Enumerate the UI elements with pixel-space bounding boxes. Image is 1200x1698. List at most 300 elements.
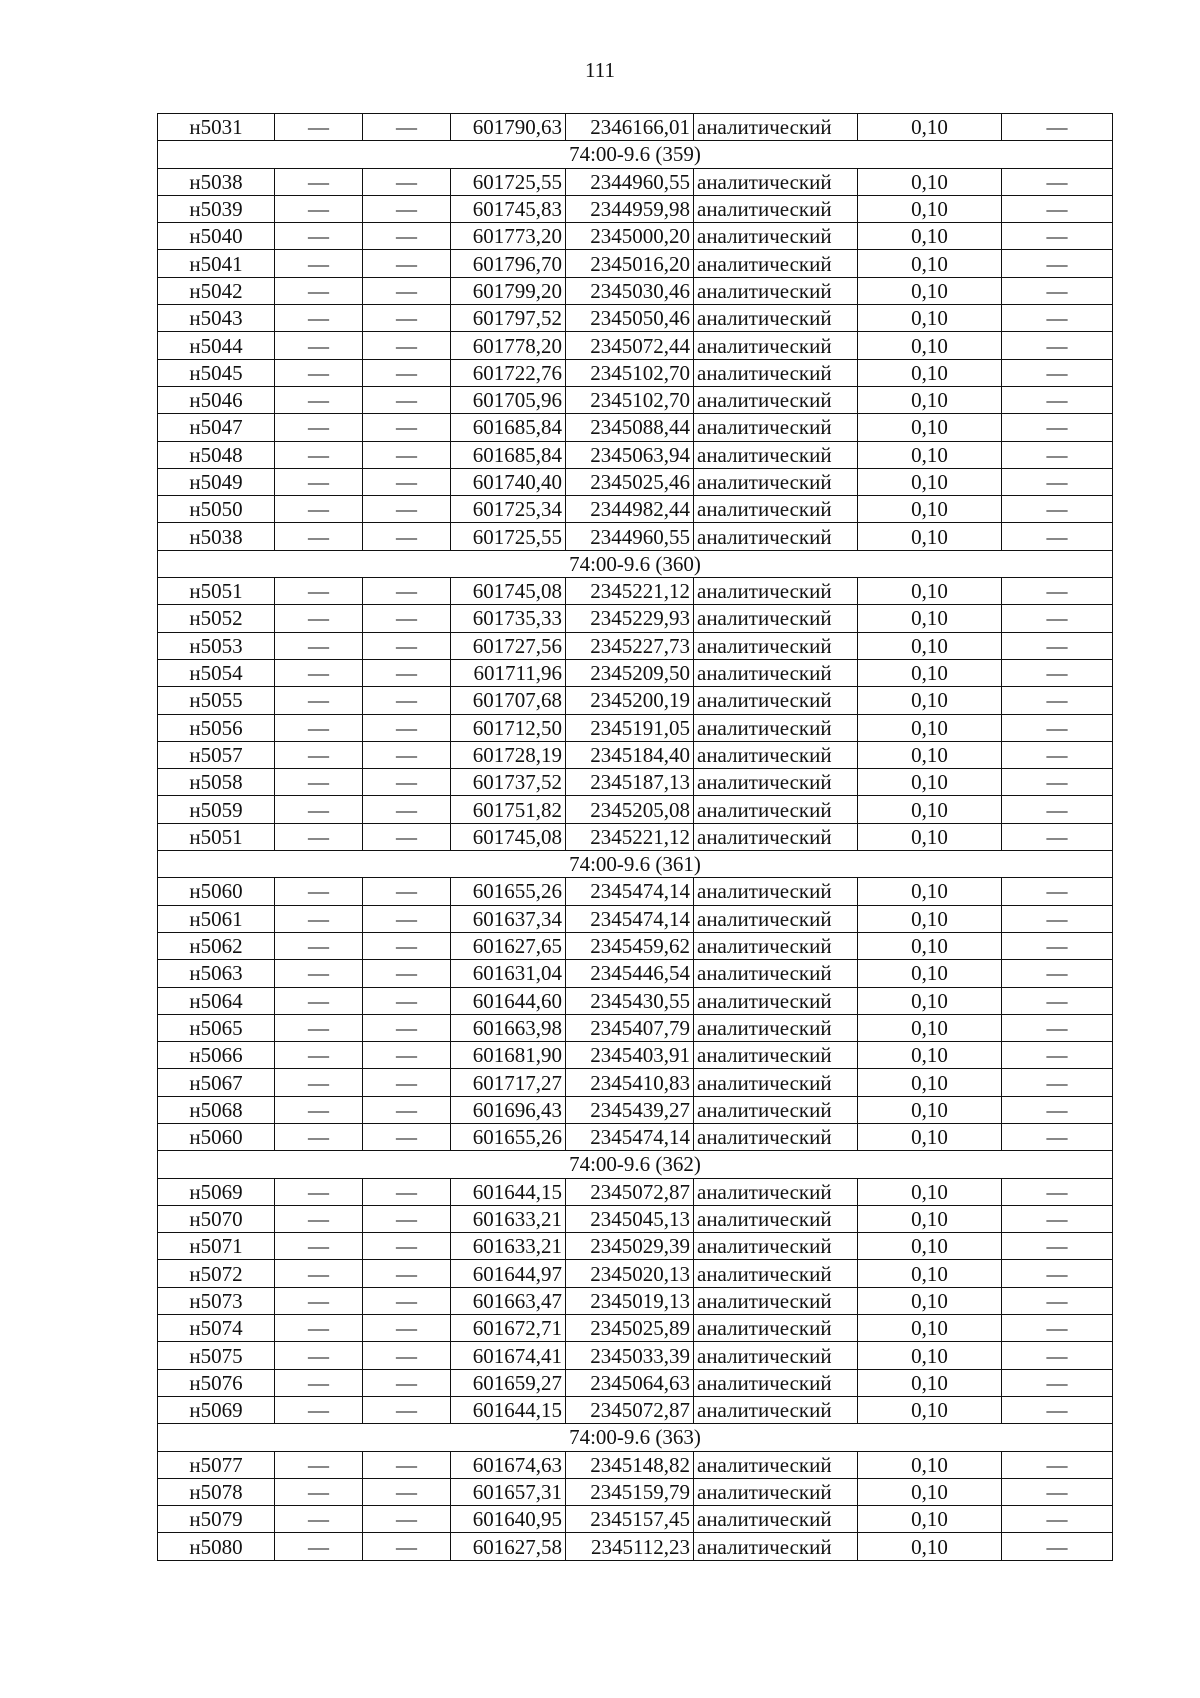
table-row — [158, 1178, 1113, 1205]
y-coordinate-cell: 2345459,62 — [566, 932, 694, 959]
empty-dash-cell: — — [275, 1233, 363, 1260]
y-coordinate-cell: 2345033,39 — [566, 1342, 694, 1369]
y-coordinate-cell: 2345019,13 — [566, 1287, 694, 1314]
x-coordinate-cell: 601705,96 — [451, 386, 566, 413]
method-cell: аналитический — [694, 250, 858, 277]
table-row — [158, 878, 1113, 905]
table-row — [158, 1014, 1113, 1041]
table-row — [158, 1123, 1113, 1150]
empty-dash-cell: — — [363, 386, 451, 413]
x-coordinate-cell: 601631,04 — [451, 960, 566, 987]
y-coordinate-cell: 2345148,82 — [566, 1451, 694, 1478]
empty-dash-cell: — — [1002, 1287, 1113, 1314]
table-row — [158, 632, 1113, 659]
accuracy-cell: 0,10 — [858, 1123, 1002, 1150]
x-coordinate-cell: 601796,70 — [451, 250, 566, 277]
empty-dash-cell: — — [363, 359, 451, 386]
y-coordinate-cell: 2345072,87 — [566, 1396, 694, 1423]
section-title: 74:00-9.6 (363) — [158, 1424, 1113, 1451]
empty-dash-cell: — — [275, 1069, 363, 1096]
empty-dash-cell: — — [1002, 441, 1113, 468]
point-id-cell: н5078 — [158, 1478, 275, 1505]
empty-dash-cell: — — [275, 168, 363, 195]
y-coordinate-cell: 2345102,70 — [566, 359, 694, 386]
table-row — [158, 1315, 1113, 1342]
method-cell: аналитический — [694, 523, 858, 550]
x-coordinate-cell: 601672,71 — [451, 1315, 566, 1342]
accuracy-cell: 0,10 — [858, 1287, 1002, 1314]
empty-dash-cell: — — [363, 114, 451, 141]
empty-dash-cell: — — [363, 1233, 451, 1260]
empty-dash-cell: — — [275, 605, 363, 632]
empty-dash-cell: — — [1002, 1315, 1113, 1342]
accuracy-cell: 0,10 — [858, 1533, 1002, 1560]
empty-dash-cell: — — [1002, 1014, 1113, 1041]
method-cell: аналитический — [694, 168, 858, 195]
accuracy-cell: 0,10 — [858, 769, 1002, 796]
table-row — [158, 905, 1113, 932]
accuracy-cell: 0,10 — [858, 659, 1002, 686]
empty-dash-cell: — — [363, 769, 451, 796]
table-row — [158, 1233, 1113, 1260]
accuracy-cell: 0,10 — [858, 359, 1002, 386]
point-id-cell: н5040 — [158, 223, 275, 250]
empty-dash-cell: — — [363, 1014, 451, 1041]
section-header-row — [158, 550, 1113, 577]
empty-dash-cell: — — [1002, 987, 1113, 1014]
y-coordinate-cell: 2345474,14 — [566, 878, 694, 905]
method-cell: аналитический — [694, 905, 858, 932]
method-cell: аналитический — [694, 632, 858, 659]
y-coordinate-cell: 2345102,70 — [566, 386, 694, 413]
method-cell: аналитический — [694, 687, 858, 714]
point-id-cell: н5051 — [158, 823, 275, 850]
accuracy-cell: 0,10 — [858, 1315, 1002, 1342]
point-id-cell: н5068 — [158, 1096, 275, 1123]
accuracy-cell: 0,10 — [858, 414, 1002, 441]
method-cell: аналитический — [694, 1014, 858, 1041]
method-cell: аналитический — [694, 1096, 858, 1123]
method-cell: аналитический — [694, 195, 858, 222]
table-row — [158, 1069, 1113, 1096]
empty-dash-cell: — — [275, 1396, 363, 1423]
point-id-cell: н5047 — [158, 414, 275, 441]
empty-dash-cell: — — [363, 195, 451, 222]
empty-dash-cell: — — [275, 987, 363, 1014]
y-coordinate-cell: 2345474,14 — [566, 905, 694, 932]
table-row — [158, 1342, 1113, 1369]
y-coordinate-cell: 2345430,55 — [566, 987, 694, 1014]
method-cell: аналитический — [694, 1123, 858, 1150]
empty-dash-cell: — — [275, 1178, 363, 1205]
y-coordinate-cell: 2344960,55 — [566, 168, 694, 195]
y-coordinate-cell: 2345030,46 — [566, 277, 694, 304]
empty-dash-cell: — — [1002, 659, 1113, 686]
empty-dash-cell: — — [275, 632, 363, 659]
method-cell: аналитический — [694, 1233, 858, 1260]
x-coordinate-cell: 601712,50 — [451, 714, 566, 741]
empty-dash-cell: — — [363, 632, 451, 659]
method-cell: аналитический — [694, 1260, 858, 1287]
y-coordinate-cell: 2344982,44 — [566, 496, 694, 523]
y-coordinate-cell: 2345474,14 — [566, 1123, 694, 1150]
table-row — [158, 1506, 1113, 1533]
empty-dash-cell: — — [1002, 1069, 1113, 1096]
y-coordinate-cell: 2345064,63 — [566, 1369, 694, 1396]
empty-dash-cell: — — [275, 796, 363, 823]
accuracy-cell: 0,10 — [858, 632, 1002, 659]
x-coordinate-cell: 601790,63 — [451, 114, 566, 141]
accuracy-cell: 0,10 — [858, 1042, 1002, 1069]
point-id-cell: н5075 — [158, 1342, 275, 1369]
table-row — [158, 1451, 1113, 1478]
empty-dash-cell: — — [363, 1451, 451, 1478]
empty-dash-cell: — — [1002, 277, 1113, 304]
method-cell: аналитический — [694, 932, 858, 959]
accuracy-cell: 0,10 — [858, 796, 1002, 823]
empty-dash-cell: — — [275, 468, 363, 495]
empty-dash-cell: — — [1002, 496, 1113, 523]
empty-dash-cell: — — [1002, 1506, 1113, 1533]
method-cell: аналитический — [694, 414, 858, 441]
table-row — [158, 714, 1113, 741]
accuracy-cell: 0,10 — [858, 1260, 1002, 1287]
point-id-cell: н5042 — [158, 277, 275, 304]
empty-dash-cell: — — [1002, 932, 1113, 959]
method-cell: аналитический — [694, 1533, 858, 1560]
accuracy-cell: 0,10 — [858, 878, 1002, 905]
empty-dash-cell: — — [363, 1533, 451, 1560]
empty-dash-cell: — — [275, 878, 363, 905]
method-cell: аналитический — [694, 1178, 858, 1205]
table-row — [158, 168, 1113, 195]
empty-dash-cell: — — [1002, 741, 1113, 768]
method-cell: аналитический — [694, 359, 858, 386]
x-coordinate-cell: 601773,20 — [451, 223, 566, 250]
x-coordinate-cell: 601727,56 — [451, 632, 566, 659]
empty-dash-cell: — — [1002, 1042, 1113, 1069]
empty-dash-cell: — — [1002, 878, 1113, 905]
point-id-cell: н5043 — [158, 305, 275, 332]
x-coordinate-cell: 601725,55 — [451, 168, 566, 195]
x-coordinate-cell: 601722,76 — [451, 359, 566, 386]
empty-dash-cell: — — [363, 687, 451, 714]
point-id-cell: н5060 — [158, 878, 275, 905]
method-cell: аналитический — [694, 114, 858, 141]
y-coordinate-cell: 2345410,83 — [566, 1069, 694, 1096]
table-row — [158, 1478, 1113, 1505]
empty-dash-cell: — — [275, 687, 363, 714]
x-coordinate-cell: 601799,20 — [451, 277, 566, 304]
x-coordinate-cell: 601640,95 — [451, 1506, 566, 1533]
point-id-cell: н5069 — [158, 1396, 275, 1423]
empty-dash-cell: — — [363, 605, 451, 632]
point-id-cell: н5080 — [158, 1533, 275, 1560]
x-coordinate-cell: 601674,63 — [451, 1451, 566, 1478]
table-row — [158, 659, 1113, 686]
method-cell: аналитический — [694, 878, 858, 905]
accuracy-cell: 0,10 — [858, 1069, 1002, 1096]
empty-dash-cell: — — [363, 332, 451, 359]
point-id-cell: н5059 — [158, 796, 275, 823]
table-row — [158, 1042, 1113, 1069]
y-coordinate-cell: 2345072,87 — [566, 1178, 694, 1205]
table-row — [158, 1287, 1113, 1314]
y-coordinate-cell: 2345020,13 — [566, 1260, 694, 1287]
accuracy-cell: 0,10 — [858, 332, 1002, 359]
accuracy-cell: 0,10 — [858, 277, 1002, 304]
table-row — [158, 305, 1113, 332]
table-row — [158, 823, 1113, 850]
accuracy-cell: 0,10 — [858, 1451, 1002, 1478]
empty-dash-cell: — — [1002, 1396, 1113, 1423]
empty-dash-cell: — — [363, 1042, 451, 1069]
y-coordinate-cell: 2345187,13 — [566, 769, 694, 796]
y-coordinate-cell: 2345088,44 — [566, 414, 694, 441]
x-coordinate-cell: 601633,21 — [451, 1205, 566, 1232]
x-coordinate-cell: 601627,65 — [451, 932, 566, 959]
empty-dash-cell: — — [1002, 468, 1113, 495]
x-coordinate-cell: 601633,21 — [451, 1233, 566, 1260]
empty-dash-cell: — — [1002, 1096, 1113, 1123]
point-id-cell: н5069 — [158, 1178, 275, 1205]
x-coordinate-cell: 601655,26 — [451, 1123, 566, 1150]
y-coordinate-cell: 2345184,40 — [566, 741, 694, 768]
point-id-cell: н5056 — [158, 714, 275, 741]
empty-dash-cell: — — [363, 987, 451, 1014]
x-coordinate-cell: 601711,96 — [451, 659, 566, 686]
point-id-cell: н5038 — [158, 523, 275, 550]
accuracy-cell: 0,10 — [858, 223, 1002, 250]
table-row — [158, 223, 1113, 250]
empty-dash-cell: — — [363, 1205, 451, 1232]
method-cell: аналитический — [694, 1287, 858, 1314]
empty-dash-cell: — — [1002, 1533, 1113, 1560]
table-row — [158, 932, 1113, 959]
table-row — [158, 960, 1113, 987]
empty-dash-cell: — — [275, 386, 363, 413]
point-id-cell: н5053 — [158, 632, 275, 659]
empty-dash-cell: — — [363, 1069, 451, 1096]
accuracy-cell: 0,10 — [858, 905, 1002, 932]
point-id-cell: н5067 — [158, 1069, 275, 1096]
empty-dash-cell: — — [363, 578, 451, 605]
empty-dash-cell: — — [363, 1315, 451, 1342]
point-id-cell: н5070 — [158, 1205, 275, 1232]
empty-dash-cell: — — [363, 1506, 451, 1533]
method-cell: аналитический — [694, 496, 858, 523]
point-id-cell: н5074 — [158, 1315, 275, 1342]
point-id-cell: н5072 — [158, 1260, 275, 1287]
method-cell: аналитический — [694, 1205, 858, 1232]
accuracy-cell: 0,10 — [858, 523, 1002, 550]
empty-dash-cell: — — [363, 1342, 451, 1369]
method-cell: аналитический — [694, 1396, 858, 1423]
x-coordinate-cell: 601663,98 — [451, 1014, 566, 1041]
method-cell: аналитический — [694, 987, 858, 1014]
accuracy-cell: 0,10 — [858, 987, 1002, 1014]
empty-dash-cell: — — [275, 1506, 363, 1533]
table-row — [158, 195, 1113, 222]
table-row — [158, 332, 1113, 359]
point-id-cell: н5065 — [158, 1014, 275, 1041]
y-coordinate-cell: 2345407,79 — [566, 1014, 694, 1041]
x-coordinate-cell: 601685,84 — [451, 441, 566, 468]
section-title: 74:00-9.6 (361) — [158, 851, 1113, 878]
accuracy-cell: 0,10 — [858, 250, 1002, 277]
x-coordinate-cell: 601696,43 — [451, 1096, 566, 1123]
empty-dash-cell: — — [275, 741, 363, 768]
table-row — [158, 741, 1113, 768]
empty-dash-cell: — — [275, 1014, 363, 1041]
empty-dash-cell: — — [363, 659, 451, 686]
table-row — [158, 386, 1113, 413]
point-id-cell: н5039 — [158, 195, 275, 222]
y-coordinate-cell: 2345072,44 — [566, 332, 694, 359]
empty-dash-cell: — — [363, 468, 451, 495]
accuracy-cell: 0,10 — [858, 1233, 1002, 1260]
table-row — [158, 987, 1113, 1014]
accuracy-cell: 0,10 — [858, 305, 1002, 332]
y-coordinate-cell: 2344960,55 — [566, 523, 694, 550]
method-cell: аналитический — [694, 332, 858, 359]
table-row — [158, 496, 1113, 523]
empty-dash-cell: — — [275, 1342, 363, 1369]
table-row — [158, 578, 1113, 605]
empty-dash-cell: — — [1002, 414, 1113, 441]
empty-dash-cell: — — [275, 1042, 363, 1069]
x-coordinate-cell: 601745,08 — [451, 823, 566, 850]
table-row — [158, 250, 1113, 277]
point-id-cell: н5055 — [158, 687, 275, 714]
empty-dash-cell: — — [363, 1396, 451, 1423]
point-id-cell: н5057 — [158, 741, 275, 768]
accuracy-cell: 0,10 — [858, 1096, 1002, 1123]
accuracy-cell: 0,10 — [858, 496, 1002, 523]
empty-dash-cell: — — [275, 1260, 363, 1287]
empty-dash-cell: — — [363, 441, 451, 468]
point-id-cell: н5077 — [158, 1451, 275, 1478]
table-row — [158, 687, 1113, 714]
x-coordinate-cell: 601707,68 — [451, 687, 566, 714]
x-coordinate-cell: 601778,20 — [451, 332, 566, 359]
point-id-cell: н5038 — [158, 168, 275, 195]
method-cell: аналитический — [694, 1342, 858, 1369]
empty-dash-cell: — — [275, 714, 363, 741]
empty-dash-cell: — — [1002, 769, 1113, 796]
method-cell: аналитический — [694, 223, 858, 250]
method-cell: аналитический — [694, 605, 858, 632]
accuracy-cell: 0,10 — [858, 1396, 1002, 1423]
accuracy-cell: 0,10 — [858, 1342, 1002, 1369]
y-coordinate-cell: 2345000,20 — [566, 223, 694, 250]
x-coordinate-cell: 601725,55 — [451, 523, 566, 550]
section-header-row — [158, 1151, 1113, 1178]
table-row — [158, 441, 1113, 468]
accuracy-cell: 0,10 — [858, 741, 1002, 768]
empty-dash-cell: — — [275, 932, 363, 959]
empty-dash-cell: — — [275, 114, 363, 141]
point-id-cell: н5066 — [158, 1042, 275, 1069]
x-coordinate-cell: 601735,33 — [451, 605, 566, 632]
empty-dash-cell: — — [275, 1315, 363, 1342]
empty-dash-cell: — — [275, 332, 363, 359]
x-coordinate-cell: 601644,97 — [451, 1260, 566, 1287]
empty-dash-cell: — — [363, 1478, 451, 1505]
accuracy-cell: 0,10 — [858, 960, 1002, 987]
accuracy-cell: 0,10 — [858, 195, 1002, 222]
y-coordinate-cell: 2345029,39 — [566, 1233, 694, 1260]
table-row — [158, 1533, 1113, 1560]
empty-dash-cell: — — [1002, 1342, 1113, 1369]
accuracy-cell: 0,10 — [858, 1014, 1002, 1041]
empty-dash-cell: — — [363, 878, 451, 905]
x-coordinate-cell: 601745,08 — [451, 578, 566, 605]
empty-dash-cell: — — [363, 305, 451, 332]
empty-dash-cell: — — [363, 823, 451, 850]
empty-dash-cell: — — [363, 496, 451, 523]
empty-dash-cell: — — [1002, 1233, 1113, 1260]
x-coordinate-cell: 601644,60 — [451, 987, 566, 1014]
y-coordinate-cell: 2346166,01 — [566, 114, 694, 141]
point-id-cell: н5049 — [158, 468, 275, 495]
y-coordinate-cell: 2345227,73 — [566, 632, 694, 659]
method-cell: аналитический — [694, 1478, 858, 1505]
empty-dash-cell: — — [363, 1287, 451, 1314]
empty-dash-cell: — — [1002, 905, 1113, 932]
accuracy-cell: 0,10 — [858, 932, 1002, 959]
table-row — [158, 468, 1113, 495]
empty-dash-cell: — — [275, 769, 363, 796]
empty-dash-cell: — — [363, 905, 451, 932]
empty-dash-cell: — — [1002, 714, 1113, 741]
x-coordinate-cell: 601659,27 — [451, 1369, 566, 1396]
method-cell: аналитический — [694, 1369, 858, 1396]
x-coordinate-cell: 601728,19 — [451, 741, 566, 768]
empty-dash-cell: — — [275, 441, 363, 468]
table-row — [158, 1260, 1113, 1287]
empty-dash-cell: — — [275, 1123, 363, 1150]
method-cell: аналитический — [694, 714, 858, 741]
empty-dash-cell: — — [1002, 114, 1113, 141]
empty-dash-cell: — — [275, 277, 363, 304]
empty-dash-cell: — — [1002, 1478, 1113, 1505]
y-coordinate-cell: 2345050,46 — [566, 305, 694, 332]
empty-dash-cell: — — [363, 523, 451, 550]
empty-dash-cell: — — [363, 796, 451, 823]
empty-dash-cell: — — [363, 741, 451, 768]
y-coordinate-cell: 2345439,27 — [566, 1096, 694, 1123]
empty-dash-cell: — — [1002, 1205, 1113, 1232]
point-id-cell: н5060 — [158, 1123, 275, 1150]
point-id-cell: н5063 — [158, 960, 275, 987]
accuracy-cell: 0,10 — [858, 168, 1002, 195]
empty-dash-cell: — — [1002, 796, 1113, 823]
empty-dash-cell: — — [275, 359, 363, 386]
empty-dash-cell: — — [275, 1478, 363, 1505]
point-id-cell: н5052 — [158, 605, 275, 632]
accuracy-cell: 0,10 — [858, 1478, 1002, 1505]
accuracy-cell: 0,10 — [858, 468, 1002, 495]
empty-dash-cell: — — [363, 1123, 451, 1150]
method-cell: аналитический — [694, 1506, 858, 1533]
table-row — [158, 1369, 1113, 1396]
table-row — [158, 1205, 1113, 1232]
empty-dash-cell: — — [1002, 523, 1113, 550]
point-id-cell: н5073 — [158, 1287, 275, 1314]
method-cell: аналитический — [694, 578, 858, 605]
empty-dash-cell: — — [275, 1451, 363, 1478]
